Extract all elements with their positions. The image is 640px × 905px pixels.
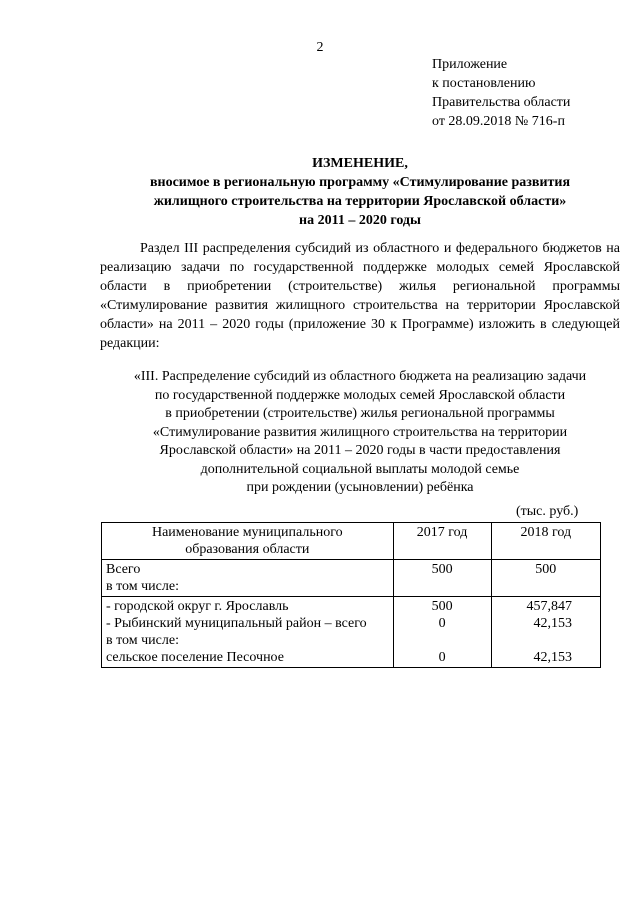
- page-number: 2: [316, 40, 324, 55]
- appendix-line: к постановлению: [432, 76, 536, 91]
- table-row: [102, 560, 601, 597]
- title-line: ИЗМЕНЕНИЕ,: [312, 156, 408, 171]
- title-line: вносимое в региональную программу «Стимулирование развития: [149, 175, 571, 190]
- heading-line: при рождении (усыновлении) ребёнка: [246, 480, 474, 495]
- row-value-2018: 457,847 42,153 42,153: [491, 597, 600, 668]
- subsidy-table: [101, 522, 601, 668]
- header-2018: 2018 год: [491, 523, 600, 560]
- units-label: (тыс. руб.): [516, 504, 579, 519]
- row-name: Всего в том числе:: [102, 560, 394, 597]
- heading-line: в приобретении (строительстве) жилья региональной программы: [165, 406, 555, 421]
- heading-line: по государственной поддержке молодых семей Ярославской области: [154, 387, 566, 403]
- appendix-line: Правительства области: [432, 95, 571, 110]
- row-name: - городской округ г. Ярославль - Рыбинский муниципальный район – всего в том числе: сельское поселение Песочное: [102, 597, 394, 668]
- section-heading: [100, 368, 620, 498]
- appendix-line: от 28.09.2018 № 716-п: [432, 114, 565, 129]
- row-value-2018: 500: [491, 560, 600, 597]
- document-title: [100, 154, 620, 230]
- appendix-block: [432, 55, 570, 131]
- title-line: жилищного строительства на территории Ярославской области»: [153, 194, 567, 209]
- row-value-2017: 500 0 0: [393, 597, 491, 668]
- title-line: на 2011 – 2020 годы: [299, 213, 421, 228]
- header-2017: 2017 год: [393, 523, 491, 560]
- heading-line: «III. Распределение субсидий из областного бюджета на реализацию задачи: [133, 369, 587, 384]
- row-value-2017: 500: [393, 560, 491, 597]
- body-paragraph: Раздел III распределения субсидий из областного и федерального бюджетов на реализацию задачи по государственной поддержке молодых семей Ярославской области в приобретении (строительстве) жилья региональной программы «Стимулирование развития жилищного строительства на территории Ярославской области» на 2011 – 2020 годы (приложение 30 к Программе) изложить в следующей редакции:: [100, 241, 620, 351]
- heading-line: Ярославской области» на 2011 – 2020 годы в части предоставления: [159, 443, 561, 458]
- heading-line: «Стимулирование развития жилищного строительства на территории: [152, 424, 568, 440]
- table-header-row: [102, 523, 601, 560]
- heading-line: дополнительной социальной выплаты молодой семье: [200, 461, 520, 477]
- appendix-line: Приложение: [432, 57, 508, 72]
- table-row: [102, 597, 601, 668]
- header-municipality: Наименование муниципального образования области: [102, 523, 394, 560]
